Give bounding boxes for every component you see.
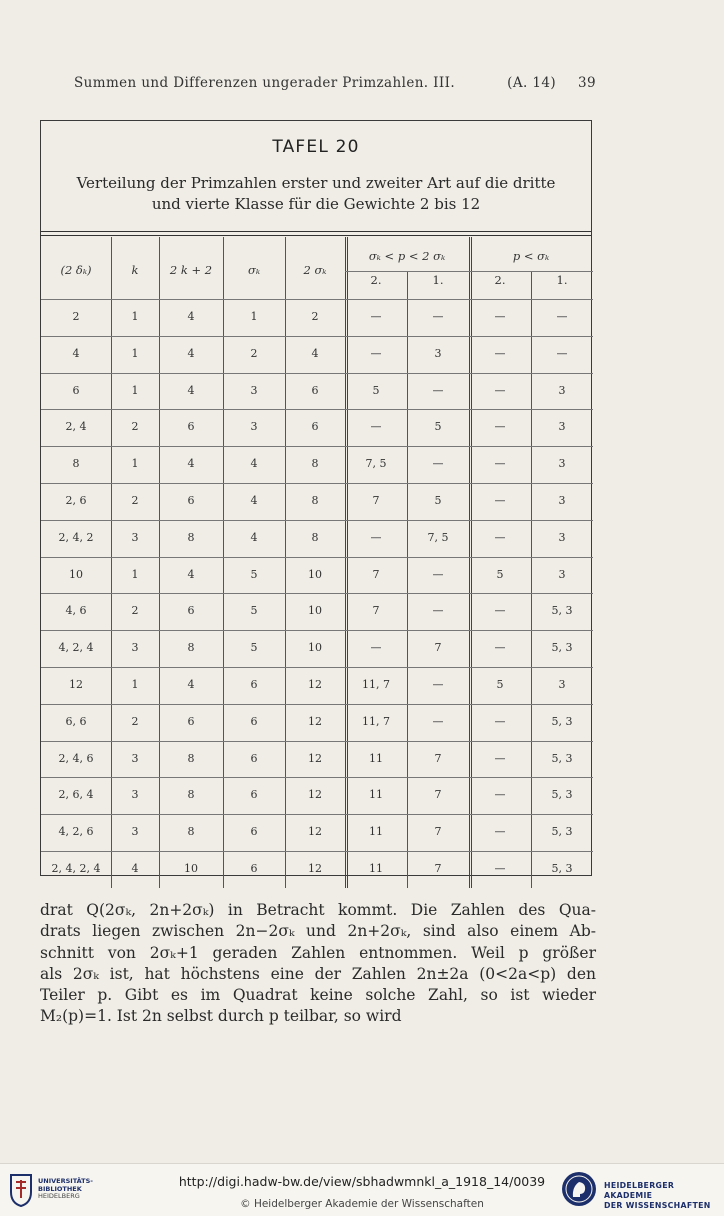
table-cell: 3 [558, 420, 566, 434]
table-cell: — [432, 310, 444, 323]
table-cell: 6 [250, 751, 258, 765]
table-cell: — [370, 310, 382, 323]
table-cell: — [494, 457, 506, 471]
table-cell: 5 [434, 420, 442, 434]
row-rule [41, 777, 593, 778]
table-cell: 10 [184, 862, 198, 875]
copyright-notice: © Heidelberger Akademie der Wissenschaften [240, 1198, 484, 1210]
row-rule [41, 741, 593, 742]
table-cell: 5 [434, 494, 442, 507]
table-cell: 6 [311, 420, 319, 434]
running-header-ref: (A. 14) [507, 75, 556, 91]
library-line-3: HEIDELBERG [38, 1192, 80, 1200]
header-delta: (2 δₖ) [60, 263, 92, 277]
table-cell: 5 [250, 567, 258, 581]
table-cell: 2, 4, 6 [58, 751, 94, 765]
table-cell: 7 [372, 494, 380, 507]
table-cell: — [370, 420, 382, 434]
data-table [41, 121, 593, 877]
table-cell: 11, 7 [362, 714, 390, 728]
subheader-between-1: 1. [432, 273, 444, 287]
academy-line-1: HEIDELBERGER AKADEMIE [604, 1181, 675, 1200]
table-cell: — [494, 383, 506, 397]
table-cell: 1 [250, 310, 258, 323]
table-cell: 11 [369, 788, 383, 802]
table-cell: — [494, 751, 506, 765]
header-bottom-rule [41, 299, 593, 300]
table-cell: — [494, 346, 506, 360]
table-title: TAFEL 20 [272, 137, 360, 157]
table-cell: — [494, 825, 506, 839]
table-cell: 5, 3 [551, 714, 573, 728]
table-cell: 5 [372, 383, 380, 397]
table-cell: 7 [434, 751, 442, 765]
table-cell: — [494, 641, 506, 655]
table-cell: 1 [131, 567, 139, 581]
table-cell: 5, 3 [551, 788, 573, 802]
table-cell: 3 [131, 641, 139, 655]
table-cell: 4 [250, 494, 258, 507]
table-cell: — [494, 420, 506, 434]
table-cell: 10 [308, 567, 322, 581]
table-cell: 12 [308, 714, 322, 728]
table-cell: 3 [131, 825, 139, 839]
header-group-between: σₖ < p < 2 σₖ [368, 249, 446, 263]
header-2sigma: 2 σₖ [303, 263, 327, 277]
table-cell: 8 [187, 751, 195, 765]
table-subtitle-line-2: und vierte Klasse für die Gewichte 2 bis 12 [151, 195, 481, 213]
table-cell: 4 [250, 530, 258, 544]
table-cell: 7 [434, 641, 442, 655]
table-cell: 8 [311, 530, 319, 544]
table-cell: 12 [308, 825, 322, 839]
table-cell: 4 [187, 346, 195, 360]
table-cell: 6 [250, 862, 258, 875]
table-cell: 1 [131, 383, 139, 397]
table-cell: — [556, 310, 568, 323]
table-cell: — [432, 604, 444, 618]
table-cell: 3 [434, 346, 442, 360]
paragraph-line-5: Teiler p. Gibt es im Quadrat keine solche Zahl, so ist wieder [40, 986, 596, 1005]
table-cell: — [494, 604, 506, 618]
table-cell: 1 [131, 346, 139, 360]
table-cell: 4 [187, 457, 195, 471]
table-cell: 2 [131, 604, 139, 618]
table-cell: 6, 6 [65, 714, 87, 728]
table-cell: — [432, 678, 444, 691]
table-cell: 4, 2, 6 [58, 825, 94, 839]
table-cell: 2, 6, 4 [58, 788, 94, 802]
table-cell: 4, 2, 4 [58, 641, 94, 655]
table-cell: 8 [187, 788, 195, 802]
table-cell: 2, 6 [65, 494, 87, 507]
table-cell: 3 [558, 678, 566, 691]
table-cell: 6 [187, 494, 195, 507]
table-cell: 2, 4 [65, 420, 87, 434]
academy-line-2: DER WISSENSCHAFTEN [604, 1201, 711, 1210]
row-rule [41, 704, 593, 705]
table-cell: 10 [308, 604, 322, 618]
table-cell: 3 [250, 383, 258, 397]
table-cell: 6 [311, 383, 319, 397]
library-line-2: BIBLIOTHEK [38, 1184, 82, 1193]
table-cell: 4, 6 [65, 604, 87, 618]
group-header-rule [345, 271, 593, 272]
table-cell: 3 [558, 567, 566, 581]
paragraph-line-4: als 2σₖ ist, hat höchstens eine der Zahlen 2n±2a (0<2a<p) den [40, 964, 596, 983]
table-frame [40, 120, 592, 876]
table-cell: 3 [558, 457, 566, 471]
table-cell: 3 [131, 530, 139, 544]
header-2k-plus-2: 2 k + 2 [169, 263, 213, 277]
row-rule [41, 446, 593, 447]
table-cell: 6 [187, 604, 195, 618]
table-cell: 3 [558, 494, 566, 507]
body-paragraph [40, 900, 596, 1028]
row-rule [41, 851, 593, 852]
table-cell: 7 [434, 862, 442, 875]
table-cell: — [370, 641, 382, 655]
table-cell: 2 [250, 346, 258, 360]
paragraph-line-1: drat Q(2σₖ, 2n+2σₖ) in Betracht kommt. Die Zahlen des Qua- [40, 901, 596, 919]
table-cell: — [494, 530, 506, 544]
table-cell: 2 [131, 494, 139, 507]
table-cell: 4 [187, 310, 195, 323]
table-cell: — [494, 714, 506, 728]
table-cell: 4 [187, 567, 195, 581]
table-cell: 2 [131, 714, 139, 728]
table-cell: 1 [131, 310, 139, 323]
table-cell: 6 [250, 678, 258, 691]
subheader-between-2: 2. [370, 273, 382, 287]
header-group-below: p < σₖ [512, 249, 550, 263]
table-cell: — [432, 567, 444, 581]
row-rule [41, 814, 593, 815]
table-cell: 6 [187, 714, 195, 728]
table-cell: 2 [131, 420, 139, 434]
table-cell: 1 [131, 457, 139, 471]
table-cell: 3 [131, 788, 139, 802]
table-cell: 11, 7 [362, 678, 390, 691]
row-rule [41, 483, 593, 484]
table-cell: 8 [72, 457, 80, 471]
table-cell: 3 [250, 420, 258, 434]
row-rule [41, 336, 593, 337]
table-cell: 12 [308, 678, 322, 691]
table-cell: 12 [308, 862, 322, 875]
row-rule [41, 557, 593, 558]
subheader-below-1: 1. [556, 273, 568, 287]
table-cell: 8 [187, 825, 195, 839]
table-cell: 12 [69, 678, 83, 691]
table-cell: 6 [250, 825, 258, 839]
table-cell: — [370, 530, 382, 544]
page-number: 39 [578, 75, 596, 91]
table-cell: — [432, 714, 444, 728]
table-cell: 11 [369, 862, 383, 875]
table-subtitle-line-1: Verteilung der Primzahlen erster und zweiter Art auf die dritte [76, 174, 556, 192]
table-cell: 10 [308, 641, 322, 655]
table-cell: 5, 3 [551, 641, 573, 655]
row-rule [41, 373, 593, 374]
library-line-1: UNIVERSITÄTS- [38, 1177, 93, 1185]
table-cell: 4 [250, 457, 258, 471]
subheader-below-2: 2. [494, 273, 506, 287]
table-cell: 2 [72, 310, 80, 323]
table-cell: 5, 3 [551, 604, 573, 618]
table-cell: — [494, 862, 506, 875]
table-cell: 6 [72, 383, 80, 397]
table-cell: 8 [187, 641, 195, 655]
table-cell: — [432, 457, 444, 471]
table-cell: 6 [250, 714, 258, 728]
table-cell: — [432, 383, 444, 397]
table-cell: 4 [72, 346, 80, 360]
table-cell: — [370, 346, 382, 360]
running-header-title: Summen und Differenzen ungerader Primzahlen. III. [74, 75, 456, 91]
table-cell: — [494, 310, 506, 323]
table-cell: — [494, 494, 506, 507]
table-cell: 4 [187, 383, 195, 397]
table-cell: 11 [369, 751, 383, 765]
table-cell: 5 [250, 604, 258, 618]
header-k: k [131, 263, 139, 277]
table-cell: 3 [558, 530, 566, 544]
table-cell: 8 [311, 457, 319, 471]
academy-seal-icon [560, 1170, 598, 1208]
table-cell: 10 [69, 567, 83, 581]
table-cell: 5 [496, 567, 504, 581]
table-cell: 7 [434, 788, 442, 802]
paragraph-line-3: schnitt von 2σₖ+1 geraden Zahlen entnommen. Weil p größer [40, 943, 596, 962]
table-cell: 2 [311, 310, 319, 323]
table-cell: 6 [187, 420, 195, 434]
table-cell: 5, 3 [551, 825, 573, 839]
table-cell: 5, 3 [551, 751, 573, 765]
row-rule [41, 409, 593, 410]
row-rule [41, 593, 593, 594]
table-cell: 6 [250, 788, 258, 802]
row-rule [41, 667, 593, 668]
table-cell: 5, 3 [551, 862, 573, 875]
table-cell: 3 [558, 383, 566, 397]
table-cell: 7 [372, 567, 380, 581]
table-cell: 5 [496, 678, 504, 691]
table-cell: 7, 5 [365, 457, 387, 471]
table-cell: 8 [187, 530, 195, 544]
table-cell: 1 [131, 678, 139, 691]
table-cell: 7 [372, 604, 380, 618]
table-cell: 11 [369, 825, 383, 839]
header-sigma: σₖ [247, 263, 261, 277]
paragraph-line-2: drats liegen zwischen 2n−2σₖ und 2n+2σₖ, sind also einem Ab- [40, 922, 596, 941]
table-cell: 7, 5 [427, 530, 449, 544]
table-cell: 3 [131, 751, 139, 765]
academy-logo[interactable] [560, 1170, 720, 1210]
footer-bar [0, 1163, 724, 1216]
table-cell: 8 [311, 494, 319, 507]
academy-name [604, 1181, 720, 1211]
table-cell: 7 [434, 825, 442, 839]
table-cell: — [556, 346, 568, 360]
row-rule [41, 630, 593, 631]
table-cell: 4 [187, 678, 195, 691]
table-cell: 5 [250, 641, 258, 655]
table-cell: 12 [308, 751, 322, 765]
row-rule [41, 520, 593, 521]
source-url-link[interactable]: http://digi.hadw-bw.de/view/sbhadwmnkl_a_1918_14/0039 [178, 1174, 546, 1189]
table-cell: — [494, 788, 506, 802]
table-cell: 12 [308, 788, 322, 802]
table-cell: 2, 4, 2, 4 [51, 862, 101, 875]
table-cell: 4 [311, 346, 319, 360]
paragraph-line-6: M₂(p)=1. Ist 2n selbst durch p teilbar, so wird [40, 1007, 402, 1026]
table-cell: 2, 4, 2 [58, 530, 94, 544]
table-cell: 4 [131, 862, 139, 875]
